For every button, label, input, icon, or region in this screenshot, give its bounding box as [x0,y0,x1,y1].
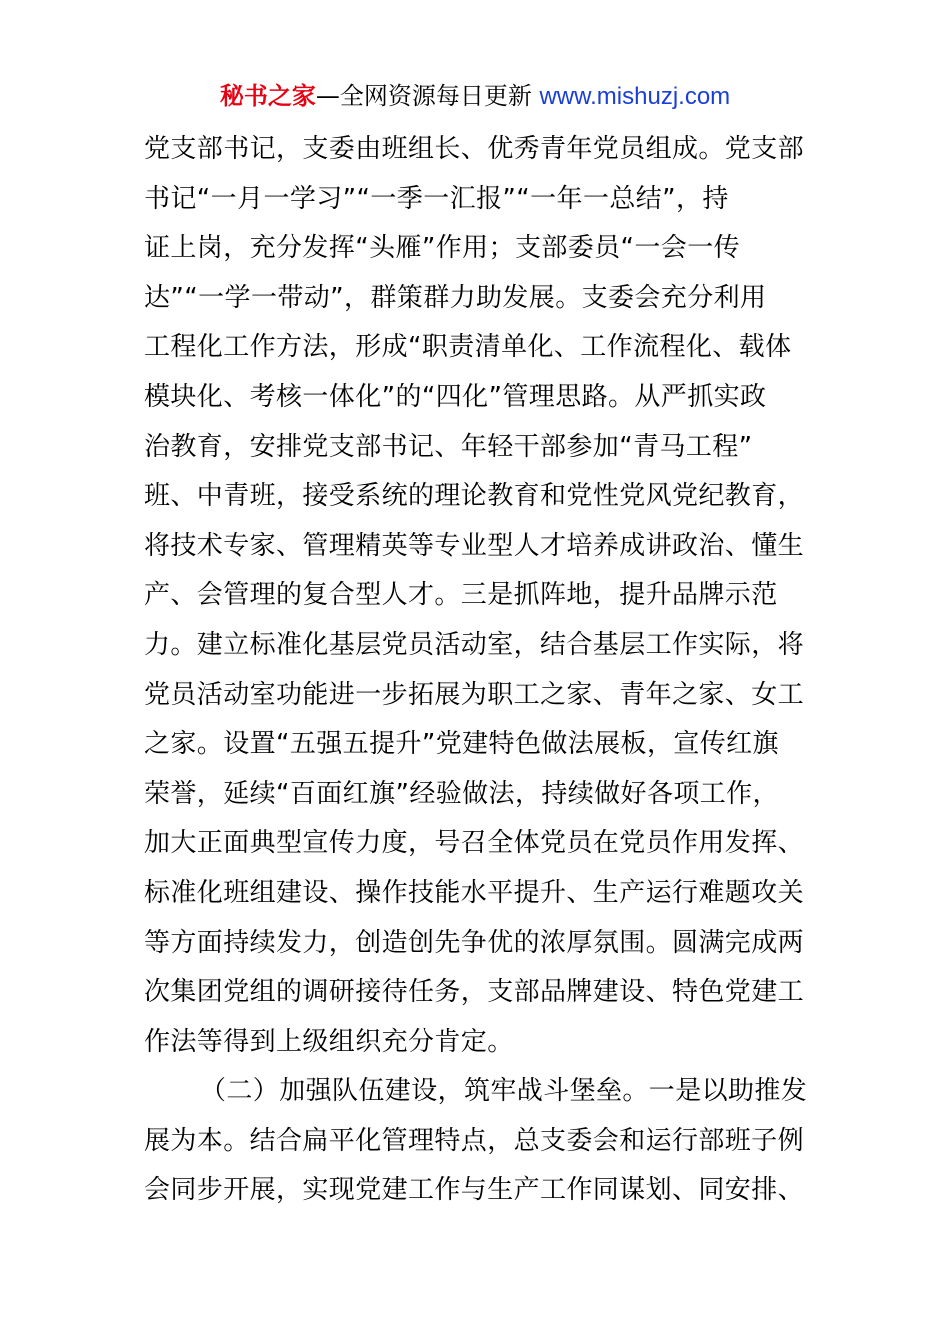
text-line: 荣誉，延续“百面红旗”经验做法，持续做好各项工作， [144,778,779,809]
text-line: 将技术专家、管理精英等专业型人才培养成讲政治、懂生 [144,530,805,561]
text-line: 等方面持续发力，创造创先争优的浓厚氛围。圆满完成两 [144,927,805,958]
text-line: 模块化、考核一体化”的“四化”管理思路。从严抓实政 [144,381,767,412]
text-line: 达”“一学一带动”，群策群力助发展。支委会充分利用 [144,282,767,313]
text-line: 证上岗，充分发挥“头雁”作用；支部委员“一会一传 [144,233,741,264]
text-line: 党支部书记，支委由班组长、优秀青年党员组成。党支部 [144,134,805,164]
site-tagline: —全网资源每日更新 [315,82,540,110]
text-line: 次集团党组的调研接待任务，支部品牌建设、特色党建工 [144,977,805,1008]
text-line: 作法等得到上级组织充分肯定。 [144,1026,514,1057]
section-heading-line: （二）加强队伍建设，筑牢战斗堡垒。一是以助推发 [200,1076,808,1107]
site-brand: 秘书之家 [219,82,316,110]
document-body [144,125,824,1216]
text-line: 工程化工作方法，形成“职责清单化、工作流程化、载体 [144,332,792,363]
text-line: 之家。设置“五强五提升”党建特色做法展板，宣传红旗 [144,729,779,760]
text-line: 会同步开展，实现党建工作与生产工作同谋划、同安排、 [144,1175,805,1206]
text-line: 产、会管理的复合型人才。三是抓阵地，提升品牌示范 [144,580,778,611]
text-line: 展为本。结合扁平化管理特点，总支委会和运行部班子例 [144,1125,805,1156]
site-header [0,80,950,113]
text-line: 书记“一月一学习”“一季一汇报”“一年一总结”，持 [144,183,729,214]
text-line: 加大正面典型宣传力度，号召全体党员在党员作用发挥、 [144,828,805,859]
text-line: 治教育，安排党支部书记、年轻干部参加“青马工程” [144,431,753,462]
site-url-link[interactable]: www.mishuzj.com [539,83,731,110]
text-line: 力。建立标准化基层党员活动室，结合基层工作实际，将 [144,629,805,660]
text-line: 班、中青班，接受系统的理论教育和党性党风党纪教育， [144,481,805,512]
text-line: 党员活动室功能进一步拓展为职工之家、青年之家、女工 [144,679,805,710]
text-line: 标准化班组建设、操作技能水平提升、生产运行难题攻关 [144,877,805,908]
